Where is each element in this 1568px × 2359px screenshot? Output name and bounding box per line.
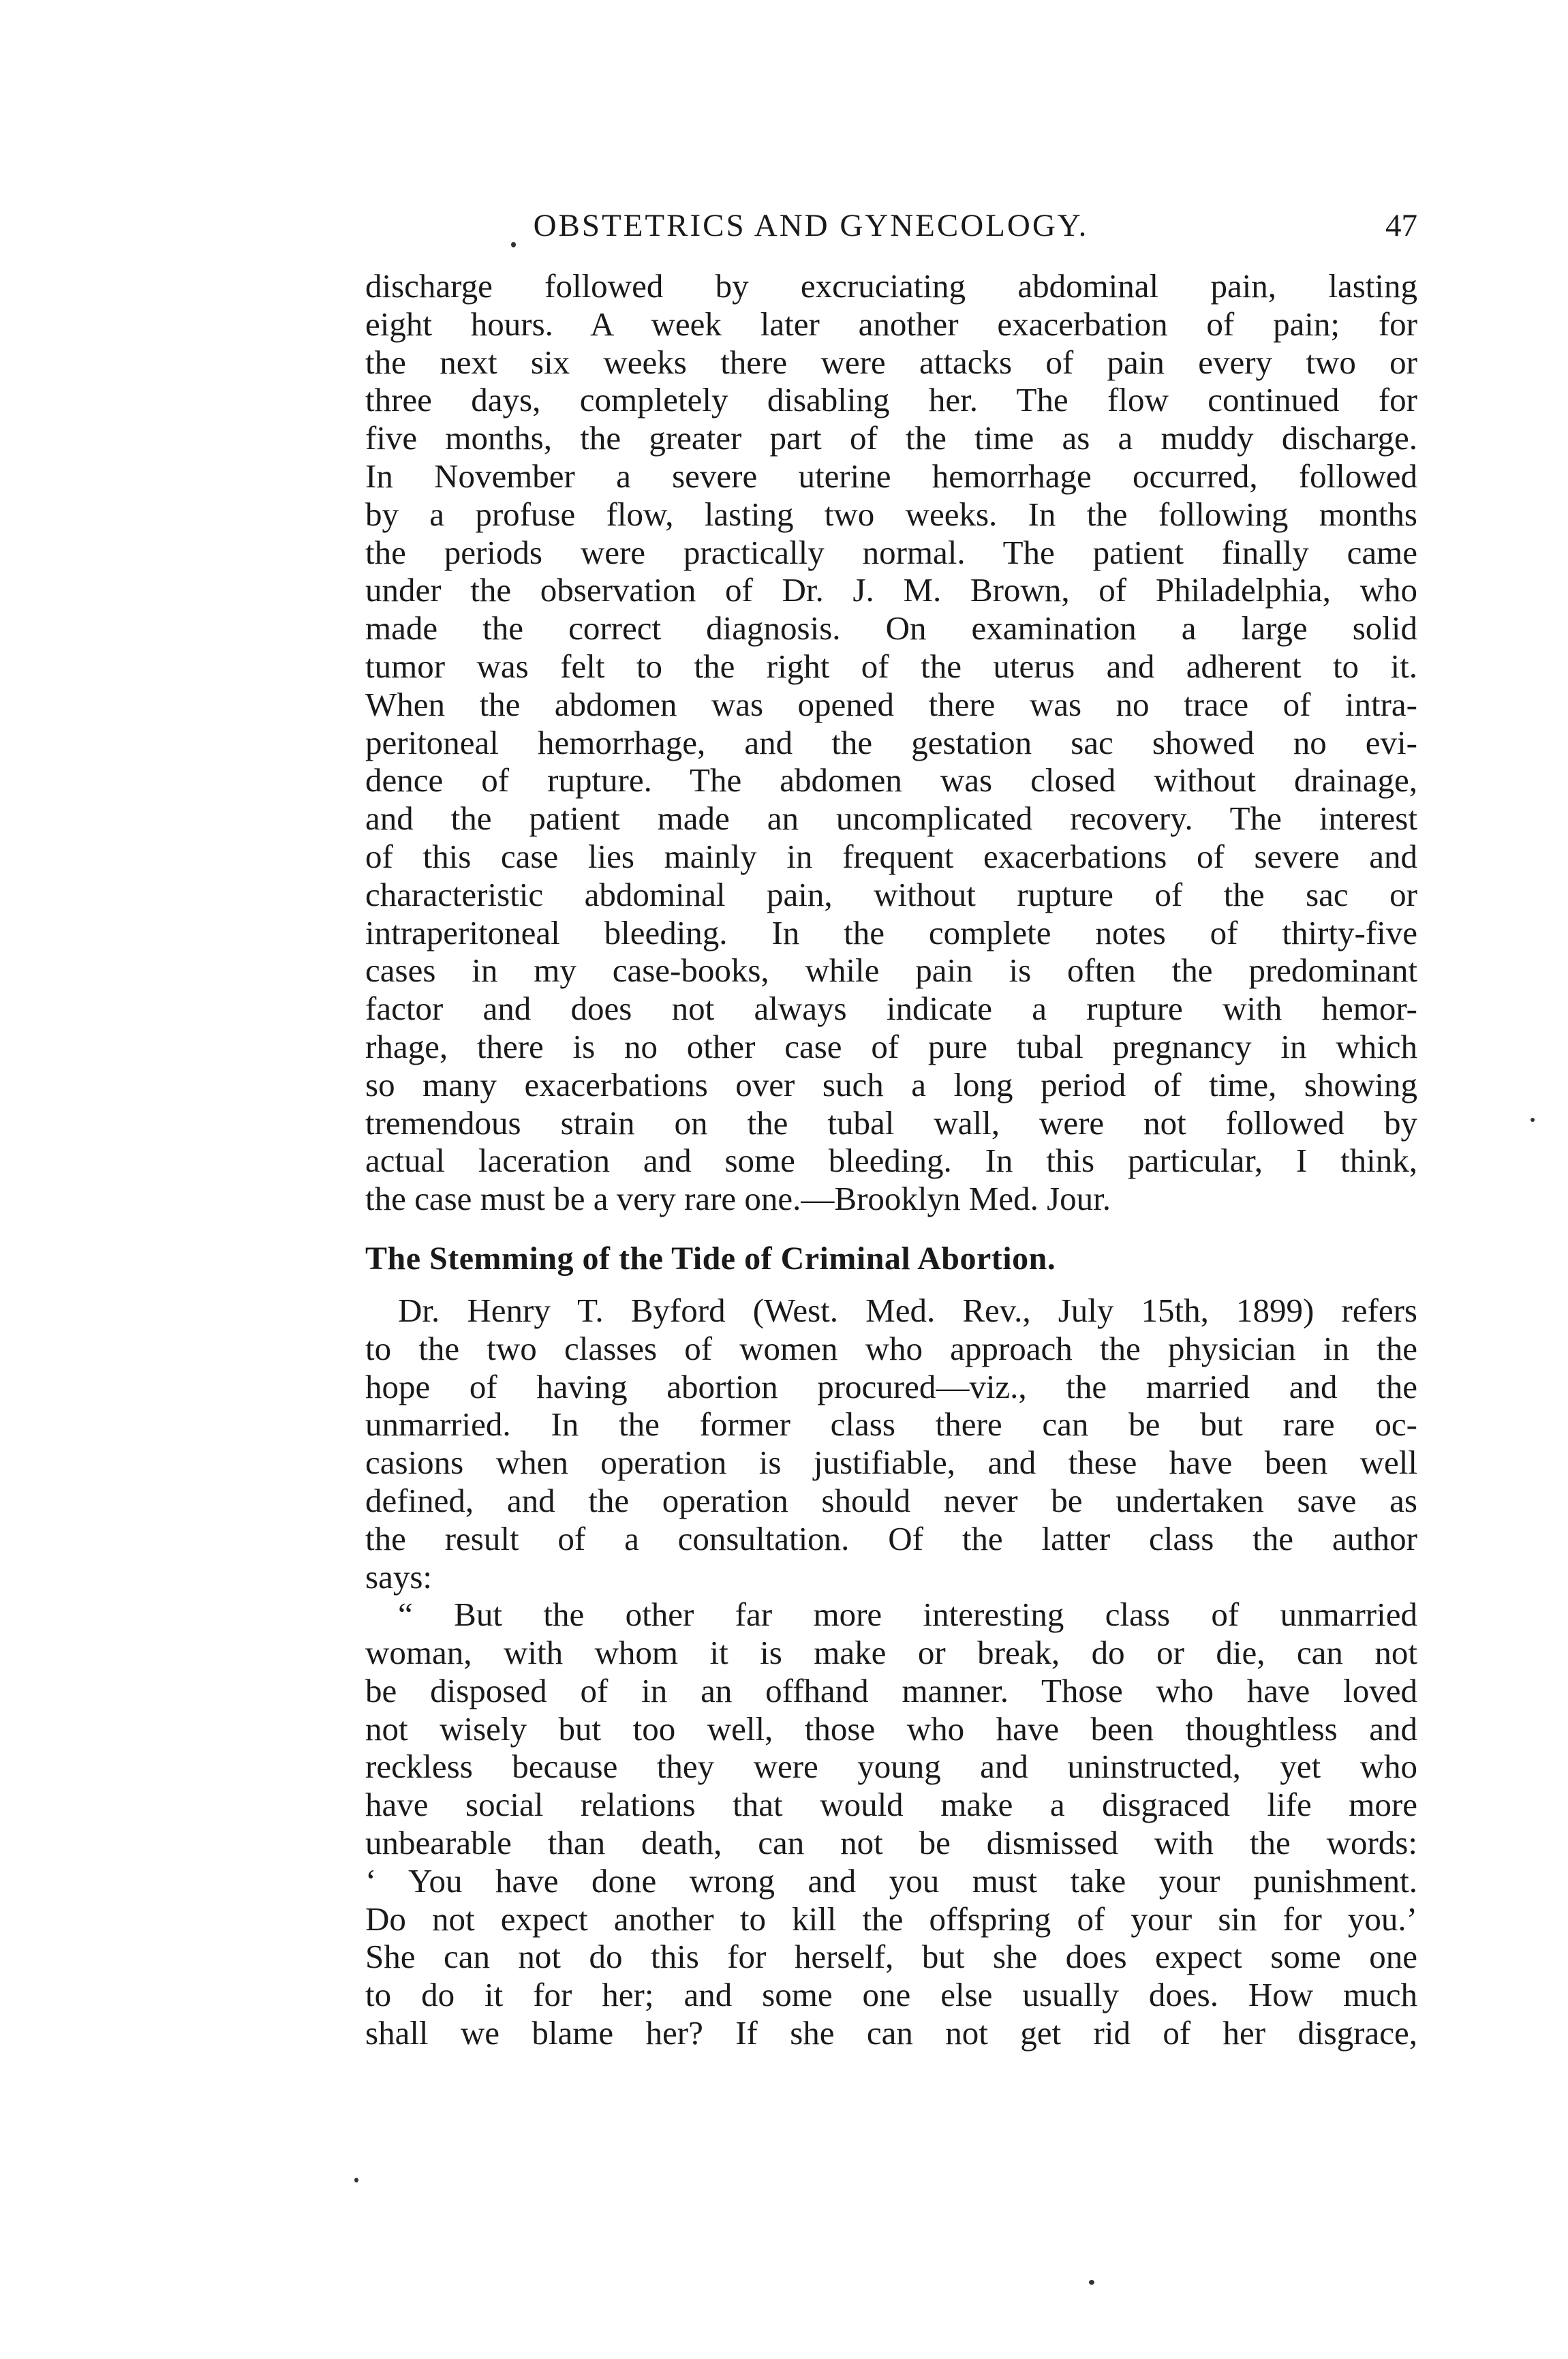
text-line: says: — [365, 1557, 432, 1596]
text-line: In November a severe uterine hemorrhage occurred, followed — [365, 457, 1417, 495]
page-number: 47 — [1385, 208, 1417, 243]
text-line: When the abdomen was opened there was no trace of intra- — [365, 685, 1417, 723]
text-line: peritoneal hemorrhage, and the gestation sac showed no evi- — [365, 723, 1417, 761]
text-line: made the correct diagnosis. On examination a large solid — [365, 609, 1417, 648]
text-line: the next six weeks there were attacks of pain every two or — [365, 343, 1417, 381]
paragraph-case-report — [365, 267, 1417, 1218]
text-line: unbearable than death, can not be dismissed with the words: — [365, 1824, 1417, 1862]
text-line: not wisely but too well, those who have been thoughtless and — [365, 1709, 1417, 1748]
text-line: three days, completely disabling her. The flow continued for — [365, 381, 1417, 419]
text-line: reckless because they were young and uninstructed, yet who — [365, 1748, 1417, 1786]
text-line: actual laceration and some bleeding. In this particular, I think, — [365, 1142, 1417, 1180]
scan-speck — [354, 2178, 358, 2182]
scan-speck — [511, 242, 516, 247]
scan-speck — [1089, 2280, 1094, 2285]
text-line: eight hours. A week later another exacerbation of pain; for — [365, 305, 1417, 343]
text-line: Dr. Henry T. Byford (West. Med. Rev., July 15th, 1899) refers — [398, 1291, 1417, 1329]
text-line: rhage, there is no other case of pure tubal pregnancy in which — [365, 1027, 1417, 1065]
running-head — [361, 202, 1424, 249]
text-line: Do not expect another to kill the offspring of your sin for you.’ — [365, 1900, 1417, 1938]
text-line: to do it for her; and some one else usually does. How much — [365, 1976, 1417, 2014]
text-line: and the patient made an uncomplicated recovery. The interest — [365, 800, 1417, 838]
text-line: “ But the other far more interesting class of unmarried — [398, 1596, 1417, 1634]
text-line: tumor was felt to the right of the uterus and adherent to it. — [365, 647, 1417, 685]
text-line: the case must be a very rare one.—Brooklyn Med. Jour. — [365, 1180, 1111, 1218]
text-line: ‘ You have done wrong and you must take your punishment. — [365, 1861, 1417, 1900]
text-line: discharge followed by excruciating abdominal pain, lasting — [365, 267, 1417, 305]
text-line: by a profuse flow, lasting two weeks. In the following months — [365, 495, 1417, 533]
paragraph-quotation — [365, 1596, 1417, 2052]
text-line: cases in my case-books, while pain is often the predominant — [365, 952, 1417, 990]
text-line: so many exacerbations over such a long period of time, showing — [365, 1065, 1417, 1104]
text-line: woman, with whom it is make or break, do or die, can not — [365, 1634, 1417, 1672]
text-line: She can not do this for herself, but she does expect some one — [365, 1938, 1417, 1976]
text-line: unmarried. In the former class there can be but rare oc- — [365, 1405, 1417, 1444]
text-line: the result of a consultation. Of the latter class the author — [365, 1519, 1417, 1557]
text-line: shall we blame her? If she can not get rid of her disgrace, — [365, 2014, 1417, 2052]
scan-speck — [1531, 1118, 1535, 1122]
text-line: defined, and the operation should never be undertaken save as — [365, 1481, 1417, 1519]
text-line: dence of rupture. The abdomen was closed without drainage, — [365, 761, 1417, 800]
text-line: have social relations that would make a disgraced life more — [365, 1786, 1417, 1824]
text-line: tremendous strain on the tubal wall, were not followed by — [365, 1104, 1417, 1142]
text-line: five months, the greater part of the time as a muddy discharge. — [365, 419, 1417, 457]
paragraph-byford-intro — [365, 1292, 1417, 1596]
body-text — [365, 267, 1417, 2052]
text-line: characteristic abdominal pain, without rupture of the sac or — [365, 875, 1417, 913]
section-heading: The Stemming of the Tide of Criminal Abortion. — [365, 1240, 1056, 1277]
text-line: hope of having abortion procured—viz., the married and the — [365, 1367, 1417, 1405]
text-line: be disposed of in an offhand manner. Those who have loved — [365, 1671, 1417, 1709]
text-line: intraperitoneal bleeding. In the complete notes of thirty-five — [365, 913, 1417, 952]
text-line: of this case lies mainly in frequent exacerbations of severe and — [365, 837, 1417, 875]
text-line: to the two classes of women who approach the physician in the — [365, 1329, 1417, 1367]
text-line: under the observation of Dr. J. M. Brown, of Philadelphia, who — [365, 571, 1417, 609]
text-line: the periods were practically normal. The patient finally came — [365, 533, 1417, 571]
running-title: OBSTETRICS AND GYNECOLOGY. — [533, 208, 1089, 243]
text-line: factor and does not always indicate a rupture with hemor- — [365, 990, 1417, 1028]
text-line: casions when operation is justifiable, and these have been well — [365, 1444, 1417, 1482]
